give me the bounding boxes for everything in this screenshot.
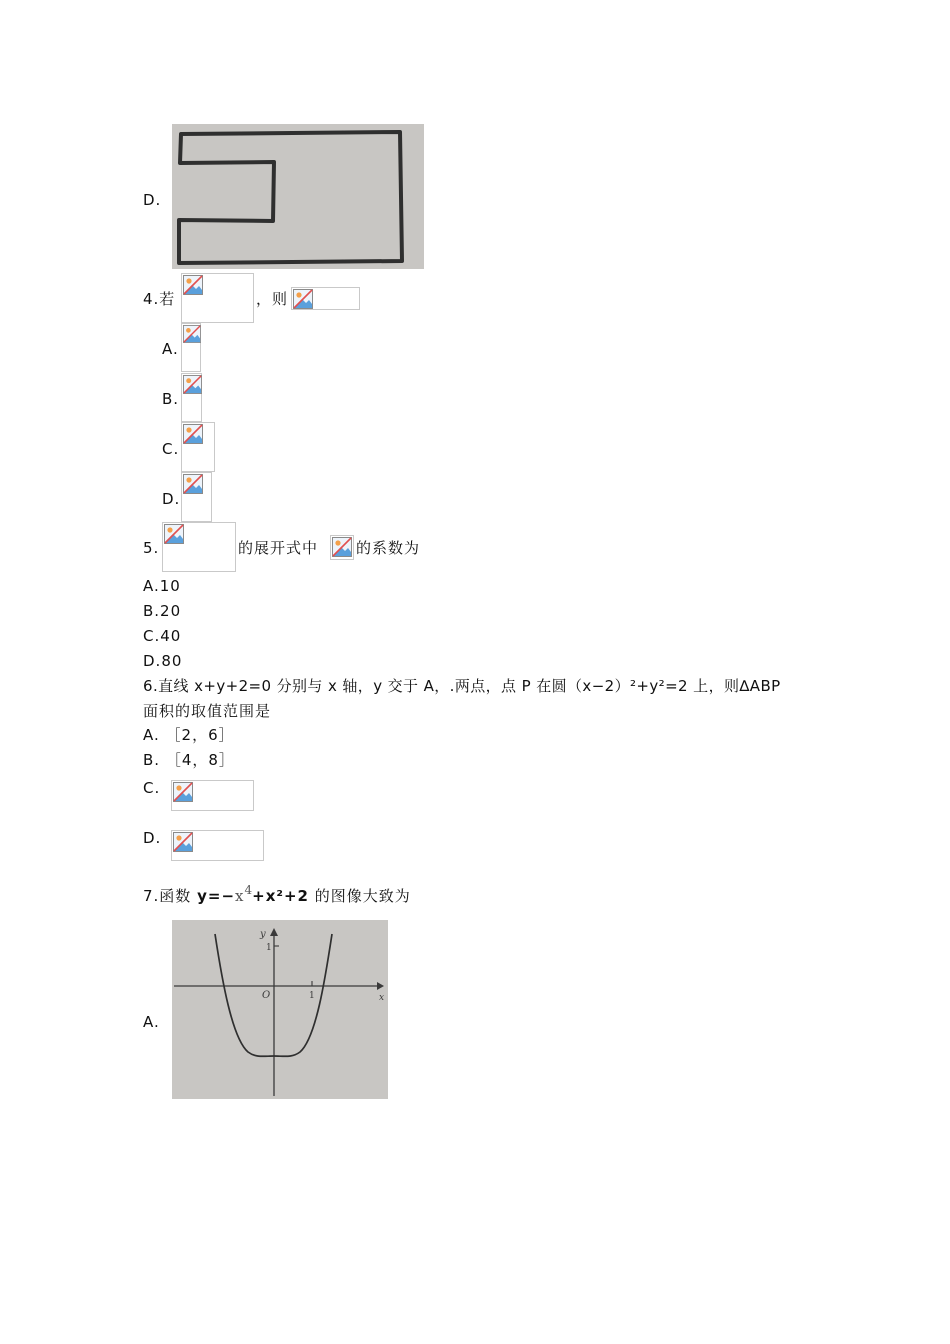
q7-function-exponent: 4 [244,883,253,897]
q6-option-d: D. [143,829,162,847]
q7-stem [143,880,411,906]
q3-option-d-figure [172,124,424,269]
q4-option-d: D. [162,490,181,508]
broken-image-icon [181,373,202,422]
q5-prefix: 5. [143,539,160,557]
broken-image-icon [171,780,254,811]
q7-function-part-a: y=− [197,887,236,905]
q5-option-a: A.10 [143,577,181,595]
q4-mid-text: ，则 [256,290,289,308]
q4-option-c: C. [162,440,180,458]
q7-option-a-label: A. [143,1013,160,1031]
graph-origin-label: O [262,990,271,1001]
q7-option-a-graph [172,920,388,1099]
q7-prefix: 7.函数 [143,887,198,905]
q5-option-d: D.80 [143,652,183,670]
broken-image-icon [291,287,360,310]
graph-y-axis-label: y [260,929,266,940]
q3-option-d-label: D. [143,191,162,209]
q5-suffix-text: 的系数为 [356,539,421,557]
q6-option-a: A. ［2，6］ [143,726,235,744]
q5-option-c: C.40 [143,627,182,645]
graph-x-axis-label: x [379,993,385,1003]
q6-option-c: C. [143,779,161,797]
q6-stem-line2: 面积的取值范围是 [143,702,272,720]
q4-prefix: 4.若 [143,290,176,308]
broken-image-icon [162,522,236,572]
graph-y-tick-1: 1 [266,943,272,953]
broken-image-icon [330,535,354,560]
q6-stem-line1: 6.直线 x+y+2=0 分别与 x 轴，y 交于 A，.两点，点 P 在圆（x−2）²+y²=2 上，则∆ABP [143,677,781,695]
q4-option-b: B. [162,390,180,408]
broken-image-icon [171,830,264,861]
q7-suffix: 的图像大致为 [308,887,411,905]
broken-image-icon [181,323,201,372]
broken-image-icon [181,273,254,323]
q7-function-x: x [235,887,245,905]
broken-image-icon [181,472,212,522]
q7-function-part-b: +x²+2 [252,887,309,905]
q4-option-a: A. [162,340,179,358]
q5-option-b: B.20 [143,602,182,620]
graph-x-tick-1: 1 [309,991,315,1001]
broken-image-icon [181,422,215,472]
q5-mid-text: 的展开式中 [238,539,319,557]
q6-option-b: B. ［4，8］ [143,751,235,769]
